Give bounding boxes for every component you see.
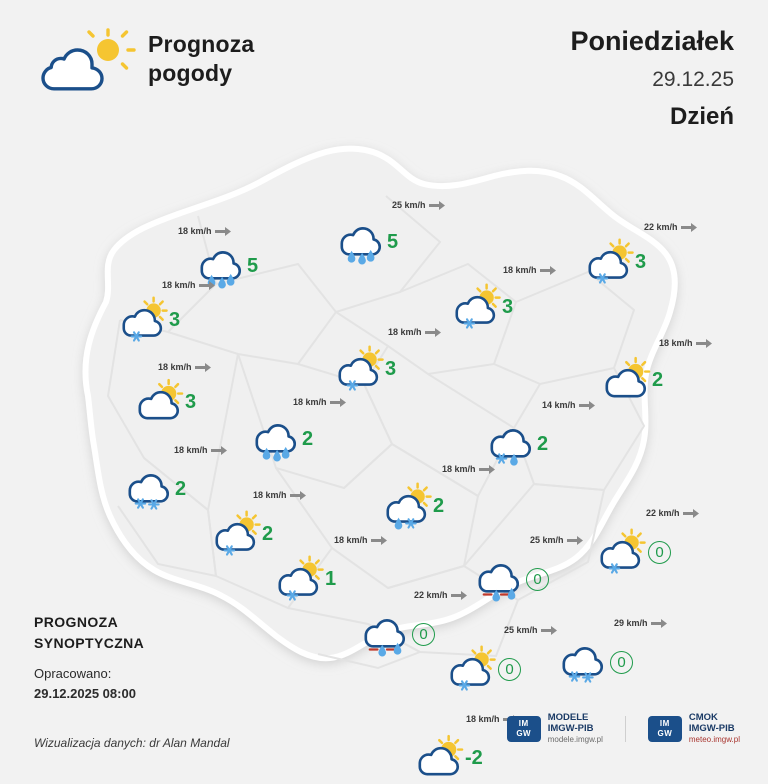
station-kielce[interactable] xyxy=(448,651,521,687)
wind-indicator-lublin xyxy=(530,535,583,545)
wind-direction-arrow-icon xyxy=(211,446,227,455)
wind-speed-label: 22 km/h xyxy=(646,508,680,518)
station-temperature: 0 xyxy=(412,623,435,646)
wind-speed-label: 22 km/h xyxy=(644,222,678,232)
wind-direction-arrow-icon xyxy=(425,328,441,337)
wind-speed-label: 18 km/h xyxy=(388,327,422,337)
station-wroclaw[interactable] xyxy=(126,471,186,507)
page-title xyxy=(148,30,254,88)
footer-credit: Wizualizacja danych: dr Alan Mandal xyxy=(34,736,230,750)
wind-indicator-opole xyxy=(253,490,306,500)
footer-title-line1: PROGNOZA xyxy=(34,614,119,630)
wind-direction-arrow-icon xyxy=(429,201,445,210)
station-temperature: 1 xyxy=(325,567,337,590)
wind-direction-arrow-icon xyxy=(696,339,712,348)
wind-speed-label: 18 km/h xyxy=(162,280,196,290)
wind-indicator-warszawa xyxy=(542,400,595,410)
station-olsztyn[interactable] xyxy=(603,362,663,398)
station-temperature: 2 xyxy=(262,522,274,545)
wind-direction-arrow-icon xyxy=(451,591,467,600)
wind-speed-label: 25 km/h xyxy=(530,535,564,545)
wind-indicator-lodz xyxy=(442,464,495,474)
forecast-day-part: Dzień xyxy=(669,103,734,130)
station-lodz[interactable] xyxy=(384,488,444,524)
sun-cloud-snow-icon xyxy=(120,302,166,338)
footer-prepared-value: 29.12.2025 08:00 xyxy=(34,686,136,701)
station-temperature: 5 xyxy=(387,230,399,253)
sun-cloud-snow-icon xyxy=(586,244,632,280)
wind-speed-label: 18 km/h xyxy=(253,490,287,500)
wind-indicator-bialystok xyxy=(646,508,699,518)
wind-direction-arrow-icon xyxy=(330,398,346,407)
station-temperature: -2 xyxy=(465,746,483,769)
station-temperature: 0 xyxy=(526,568,549,591)
wind-direction-arrow-icon xyxy=(567,536,583,545)
cloud-rain-red-icon xyxy=(362,616,408,652)
station-zakopane[interactable] xyxy=(416,740,483,776)
station-temperature: 0 xyxy=(498,658,521,681)
wind-indicator-zielona-gora xyxy=(158,362,211,372)
footer-badges xyxy=(507,712,740,745)
wind-direction-arrow-icon xyxy=(199,281,215,290)
wind-speed-label: 18 km/h xyxy=(442,464,476,474)
wind-speed-label: 18 km/h xyxy=(158,362,192,372)
station-temperature: 3 xyxy=(635,250,647,273)
station-temperature: 0 xyxy=(648,541,671,564)
page-title-line1: Prognoza xyxy=(148,31,255,57)
imgw-logo-icon-2: IM GW xyxy=(648,716,682,742)
station-temperature: 2 xyxy=(433,494,445,517)
forecast-date: 29.12.25 xyxy=(652,68,734,91)
cloud-rain-icon xyxy=(253,421,299,457)
wind-indicator-kielce xyxy=(504,625,557,635)
sun-cloud-icon xyxy=(136,384,182,420)
sun-cloud-snow-icon xyxy=(448,651,494,687)
wind-direction-arrow-icon xyxy=(651,619,667,628)
station-gorzow[interactable] xyxy=(120,302,180,338)
station-rzeszow[interactable] xyxy=(560,644,633,680)
imgw-logo-icon: IM GW xyxy=(507,716,541,742)
badge-cmok-org: IMGW-PIB xyxy=(688,723,735,734)
wind-speed-label: 18 km/h xyxy=(659,338,693,348)
station-temperature: 3 xyxy=(185,390,197,413)
station-temperature: 3 xyxy=(502,295,514,318)
wind-indicator-szczecin xyxy=(178,226,231,236)
wind-indicator-bydgoszcz xyxy=(503,265,556,275)
station-temperature: 2 xyxy=(302,427,314,450)
sun-cloud-snow-icon xyxy=(213,516,259,552)
station-temperature: 2 xyxy=(652,368,664,391)
station-koszalin[interactable] xyxy=(338,224,398,260)
station-bydgoszcz[interactable] xyxy=(453,289,513,325)
wind-speed-label: 25 km/h xyxy=(392,200,426,210)
wind-indicator-olsztyn xyxy=(659,338,712,348)
badge-modele[interactable] xyxy=(507,712,603,745)
wind-indicator-gorzow xyxy=(162,280,215,290)
station-pila[interactable] xyxy=(336,351,396,387)
cloud-snow-icon xyxy=(560,644,606,680)
wind-indicator-pila xyxy=(388,327,441,337)
sun-cloud-snow-icon xyxy=(336,351,382,387)
cloud-rain-icon xyxy=(198,248,244,284)
wind-indicator-krakow xyxy=(414,590,467,600)
footer-prepared xyxy=(34,664,136,704)
station-bialystok[interactable] xyxy=(598,534,671,570)
forecast-day-name: Poniedziałek xyxy=(570,26,734,56)
page-title-line2: pogody xyxy=(148,60,233,86)
footer-prepared-label: Opracowano: xyxy=(34,666,112,681)
wind-speed-label: 18 km/h xyxy=(293,397,327,407)
wind-direction-arrow-icon xyxy=(290,491,306,500)
sun-cloud-rain-snow-icon xyxy=(384,488,430,524)
sun-cloud-snow-icon xyxy=(453,289,499,325)
wind-speed-label: 18 km/h xyxy=(466,714,500,724)
wind-speed-label: 29 km/h xyxy=(614,618,648,628)
station-opole[interactable] xyxy=(213,516,273,552)
wind-speed-label: 18 km/h xyxy=(178,226,212,236)
sun-cloud-icon xyxy=(603,362,649,398)
cloud-snow-rain-icon xyxy=(488,426,534,462)
station-leszno[interactable] xyxy=(253,421,313,457)
station-temperature: 2 xyxy=(537,432,549,455)
station-temperature: 3 xyxy=(169,308,181,331)
logo-sun-cloud-icon xyxy=(30,28,140,94)
station-temperature: 3 xyxy=(385,357,397,380)
wind-indicator-koszalin xyxy=(392,200,445,210)
wind-direction-arrow-icon xyxy=(683,509,699,518)
cloud-rain-icon xyxy=(338,224,384,260)
station-krakow[interactable] xyxy=(362,616,435,652)
wind-indicator-wroclaw xyxy=(174,445,227,455)
sun-cloud-snow-icon xyxy=(598,534,644,570)
badge-cmok-site: meteo.imgw.pl xyxy=(688,735,740,744)
station-warszawa[interactable] xyxy=(488,426,548,462)
wind-speed-label: 18 km/h xyxy=(334,535,368,545)
wind-direction-arrow-icon xyxy=(541,626,557,635)
sun-cloud-icon xyxy=(416,740,462,776)
station-szczecin[interactable] xyxy=(198,248,258,284)
wind-indicator-katowice xyxy=(334,535,387,545)
sun-cloud-snow-icon xyxy=(276,561,322,597)
station-gdansk[interactable] xyxy=(586,244,646,280)
footer-title xyxy=(34,612,144,654)
cloud-rain-red-icon xyxy=(476,561,522,597)
station-katowice[interactable] xyxy=(276,561,336,597)
wind-direction-arrow-icon xyxy=(195,363,211,372)
footer-title-line2: SYNOPTYCZNA xyxy=(34,635,145,651)
wind-speed-label: 18 km/h xyxy=(503,265,537,275)
wind-speed-label: 14 km/h xyxy=(542,400,576,410)
station-temperature: 0 xyxy=(610,651,633,674)
badge-modele-org: IMGW-PIB xyxy=(547,723,594,734)
wind-direction-arrow-icon xyxy=(479,465,495,474)
station-zielona-gora[interactable] xyxy=(136,384,196,420)
wind-speed-label: 25 km/h xyxy=(504,625,538,635)
badge-divider xyxy=(625,716,626,742)
cloud-snow-icon xyxy=(126,471,172,507)
badge-cmok[interactable] xyxy=(648,712,740,745)
wind-indicator-rzeszow xyxy=(614,618,667,628)
wind-indicator-leszno xyxy=(293,397,346,407)
wind-direction-arrow-icon xyxy=(371,536,387,545)
wind-direction-arrow-icon xyxy=(215,227,231,236)
wind-direction-arrow-icon xyxy=(681,223,697,232)
wind-speed-label: 22 km/h xyxy=(414,590,448,600)
station-temperature: 5 xyxy=(247,254,259,277)
wind-direction-arrow-icon xyxy=(579,401,595,410)
station-lublin[interactable] xyxy=(476,561,549,597)
station-temperature: 2 xyxy=(175,477,187,500)
wind-direction-arrow-icon xyxy=(540,266,556,275)
wind-speed-label: 18 km/h xyxy=(174,445,208,455)
badge-cmok-name: CMOK xyxy=(688,712,718,723)
wind-indicator-gdansk xyxy=(644,222,697,232)
badge-modele-site: modele.imgw.pl xyxy=(547,735,603,744)
badge-modele-name: MODELE xyxy=(547,712,589,723)
